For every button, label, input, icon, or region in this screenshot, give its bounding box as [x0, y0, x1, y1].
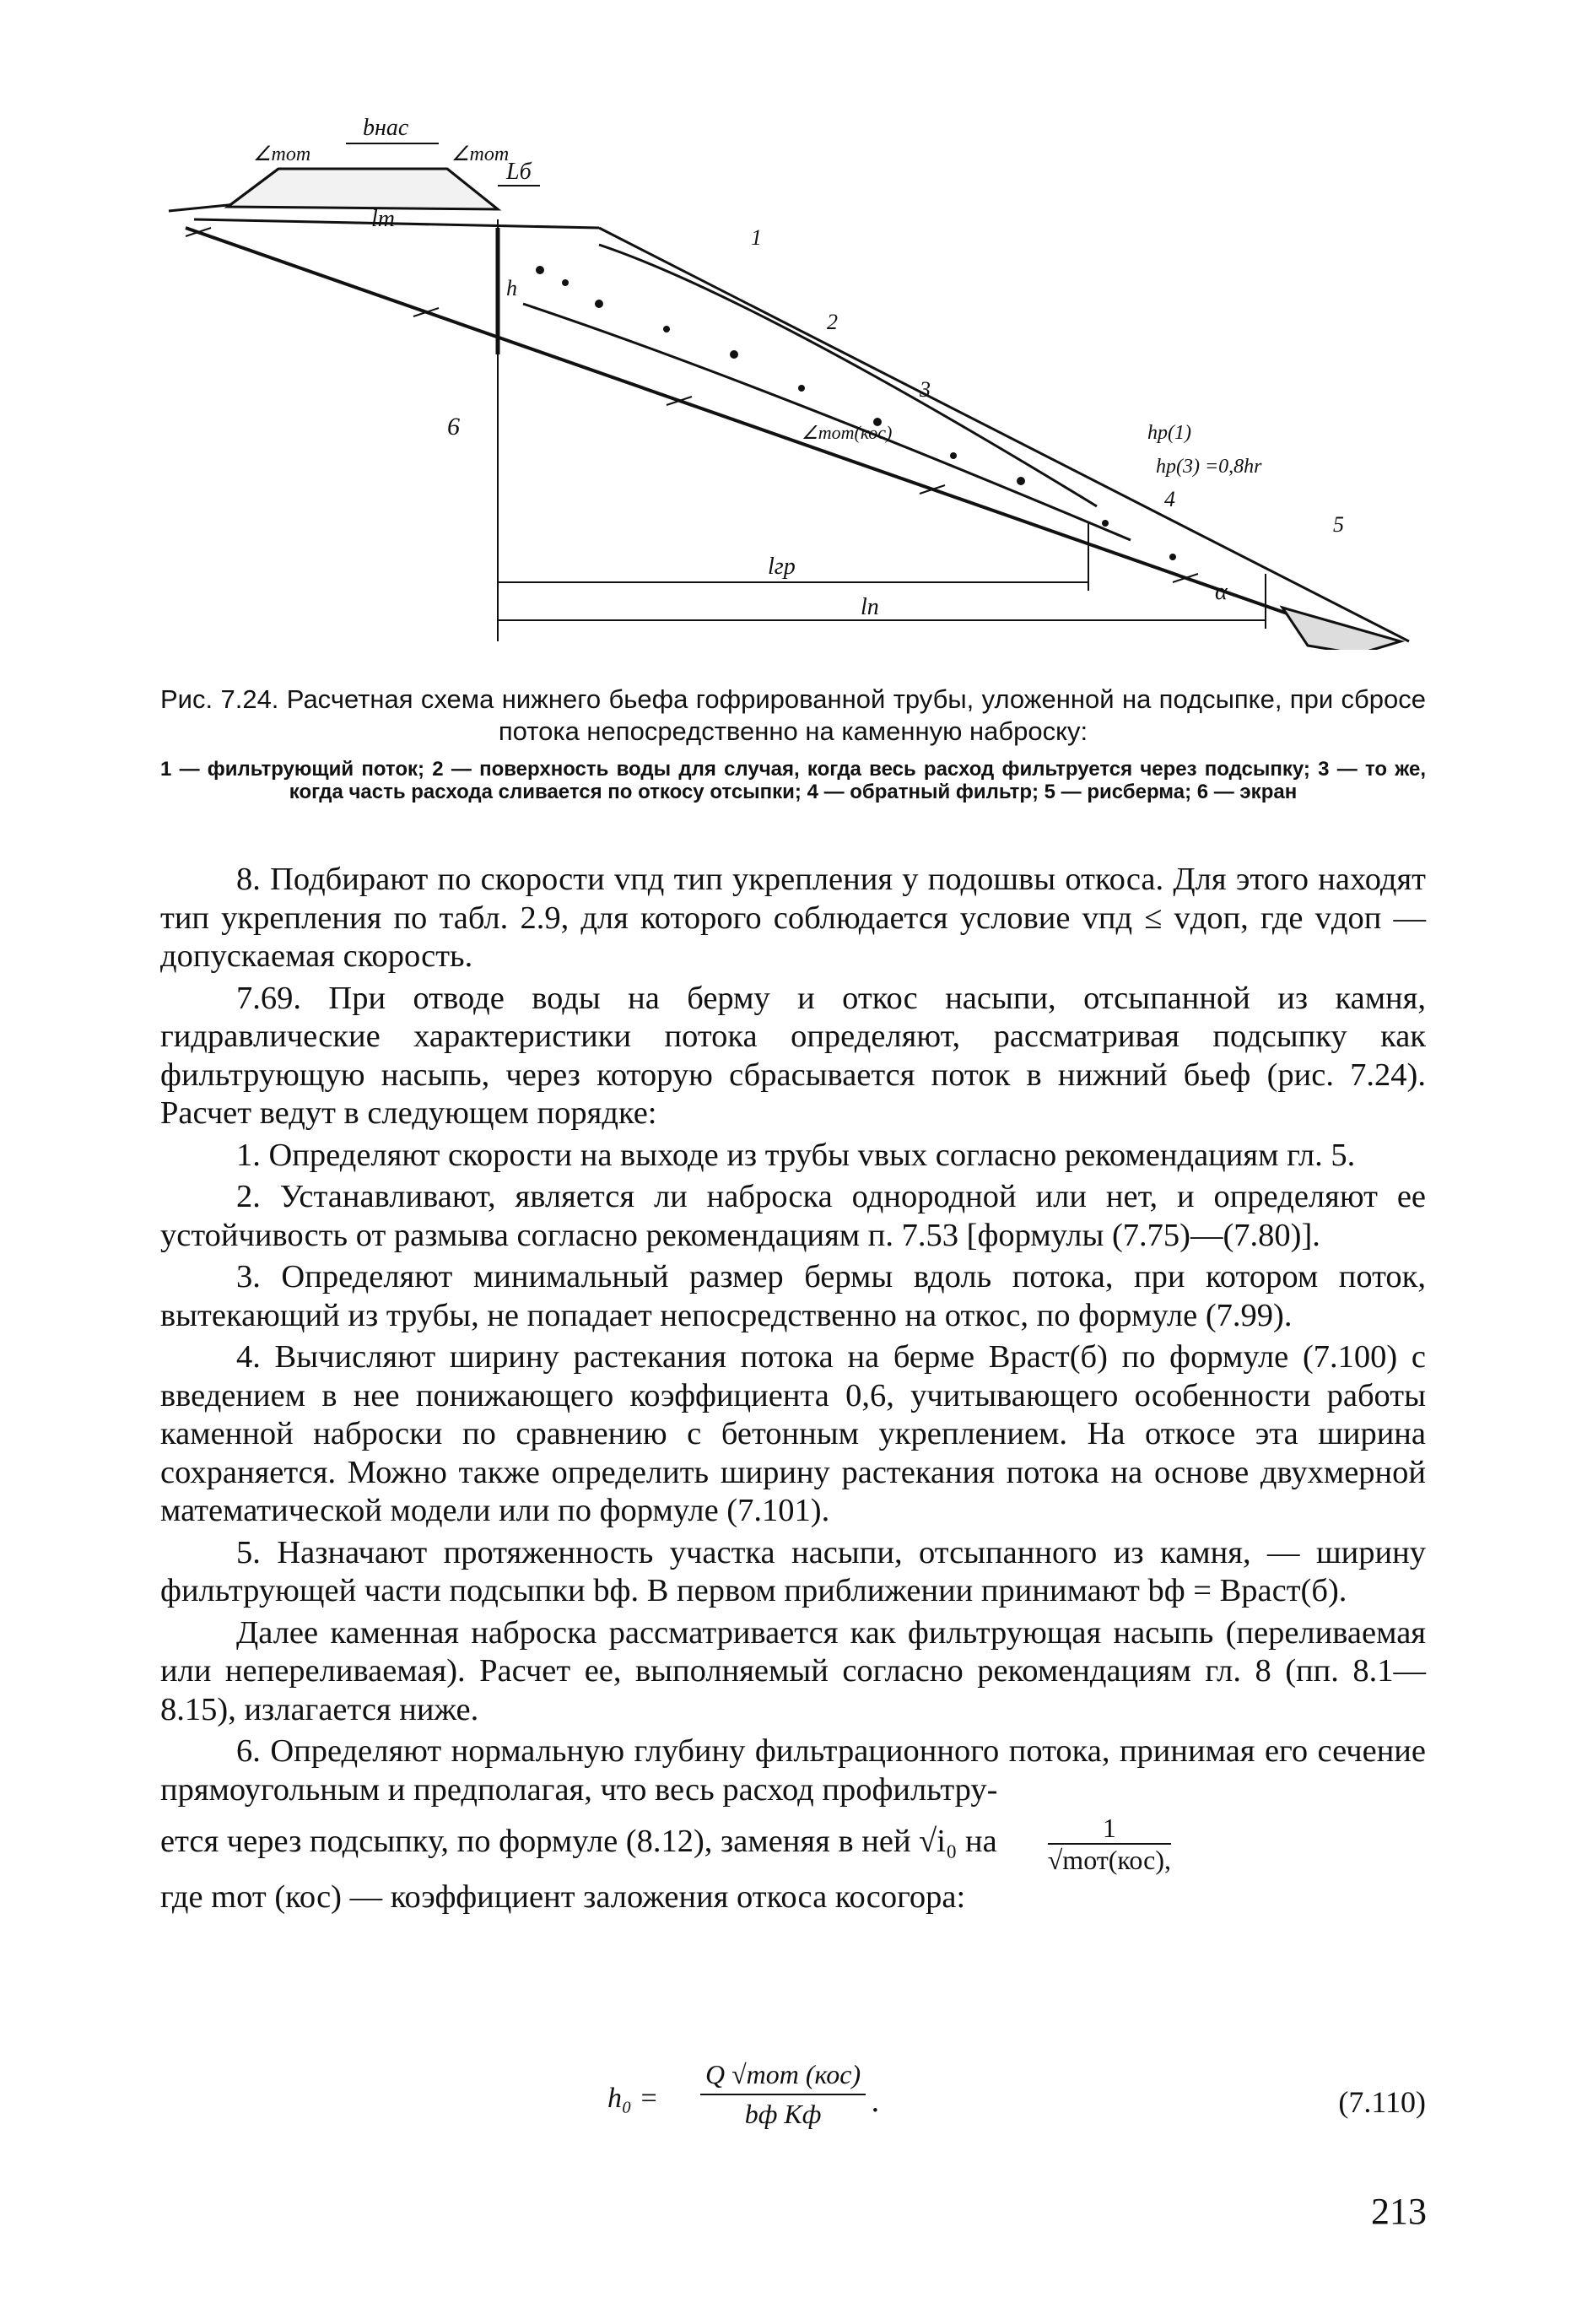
step-1: 1. Определяют скорости на выходе из трубы vвых согласно рекомендациям гл. 5. [236, 1137, 1356, 1173]
step-6-text: ется через подсыпку, по формуле (8.12), заменяя в ней √i₀ на [160, 1823, 997, 1859]
step-6-line-3: где mот (кос) — коэффициент заложения откоса косогора: [160, 1879, 966, 1915]
equation-number: (7.110) [1338, 2085, 1426, 2119]
label-5: 5 [1333, 512, 1344, 537]
label-m-ot-left: ∠mот [253, 143, 311, 165]
curve-1 [599, 245, 1097, 506]
label-b-nas: bнас [363, 115, 409, 141]
label-m-ot-kos: ∠mот(кос) [802, 422, 893, 443]
body-text [160, 861, 1426, 1921]
page-number: 213 [1371, 2191, 1427, 2232]
figure-caption [160, 684, 1426, 803]
slope-surface [599, 228, 1409, 641]
step-6: 6. Определяют нормальную глубину фильтрационного потока, принимая его сечение прямоугольным и предполагая, что весь расход профильтру- [160, 1733, 1426, 1808]
label-hp3: hp(3) =0,8hr [1156, 456, 1262, 478]
formula-7-110 [160, 2059, 1426, 2152]
caption-legend: 1 — фильтрующий поток; 2 — поверхность воды для случая, когда весь расход фильтруется через подсыпку; 3 — то же, когда часть расхода сливается по откосу отсыпки; 4 — обратный фильтр; 5 — рисберма; 6 — экран [160, 758, 1426, 803]
label-l-t: lт [371, 206, 395, 232]
label-hp1: hp(1) [1147, 422, 1191, 444]
label-6: 6 [447, 413, 460, 440]
step-3: 3. Определяют минимальный размер бермы вдоль потока, при котором поток, вытекающий из трубы, не попадает непосредственно на откос, по формуле (7.99). [160, 1259, 1426, 1333]
label-h: h [506, 276, 517, 300]
calculation-scheme-diagram [160, 101, 1434, 650]
label-l-gr: lгр [768, 554, 796, 580]
caption-main: Рис. 7.24. Расчетная схема нижнего бьефа гофрированной трубы, уложенной на подсыпке, при сбросе потока непосредственно на каменную наброску: [160, 684, 1426, 746]
paragraph-7-69: 7.69. При отводе воды на берму и откос насыпи, отсыпанной из камня, гидравлические характеристики потока определяют, рассматривая подсыпку как фильтрующую насыпь, через которую сбрасывается поток в нижний бьеф (рис. 7.24). Расчет ведут в следующем порядке: [160, 980, 1426, 1131]
label-2: 2 [827, 310, 838, 334]
inline-fraction [1048, 1813, 1171, 1875]
step-4: 4. Вычисляют ширину растекания потока на берме Bраст(б) по формуле (7.100) с введением в нее понижающего коэффициента 0,6, учитывающего особенности работы каменной наброски по сравнению с бетонным укреплением. На откосе эта ширина сохраняется. Можно также определить ширину растекания потока на основе двухмерной математической модели или по формуле (7.101). [160, 1339, 1426, 1528]
formula-denominator: bф Kф [744, 2099, 822, 2129]
figure-7-24 [160, 101, 1434, 650]
formula-trailing: . [871, 2083, 880, 2119]
formula-numerator: Q √mот (кос) [700, 2059, 866, 2095]
step-2: 2. Устанавливают, является ли наброска однородной или нет, и определяют ее устойчивость от размыва согласно рекомендациям п. 7.53 [формулы (7.75)—(7.80)]. [160, 1179, 1426, 1253]
label-4: 4 [1164, 487, 1175, 511]
step-5: 5. Назначают протяженность участка насыпи, отсыпанного из камня, — ширину фильтрующей части подсыпки bф. В первом приближении принимают bф = Bраст(б). [160, 1534, 1426, 1608]
formula-fraction [607, 2059, 880, 2130]
formula-lhs: h₀ = [607, 2083, 659, 2114]
label-l-b: Lб [506, 159, 532, 185]
label-3: 3 [920, 377, 931, 402]
inline-fraction-denominator: √mот(кос), [1047, 1845, 1171, 1875]
label-alpha: α [1215, 579, 1228, 605]
label-l-n: lп [861, 594, 879, 620]
paragraph-8: 8. Подбирают по скорости vпд тип укрепления у подошвы откоса. Для этого находят тип укрепления по табл. 2.9, для которого соблюдается условие vпд ≤ vдоп, где vдоп — допускаемая скорость. [160, 862, 1426, 974]
step-5-continued: Далее каменная наброска рассматривается как фильтрующая насыпь (переливаемая или непереливаемая). Расчет ее, выполняемый согласно рекомендациям гл. 8 (пп. 8.1—8.15), излагается ниже. [160, 1614, 1426, 1727]
berm-water-line [194, 219, 599, 228]
stones [536, 266, 1176, 560]
label-m-ot-right: ∠mот [451, 143, 510, 165]
step-6-line-2 [160, 1813, 1426, 1875]
label-1: 1 [751, 225, 762, 250]
inline-fraction-numerator: 1 [1048, 1813, 1171, 1845]
